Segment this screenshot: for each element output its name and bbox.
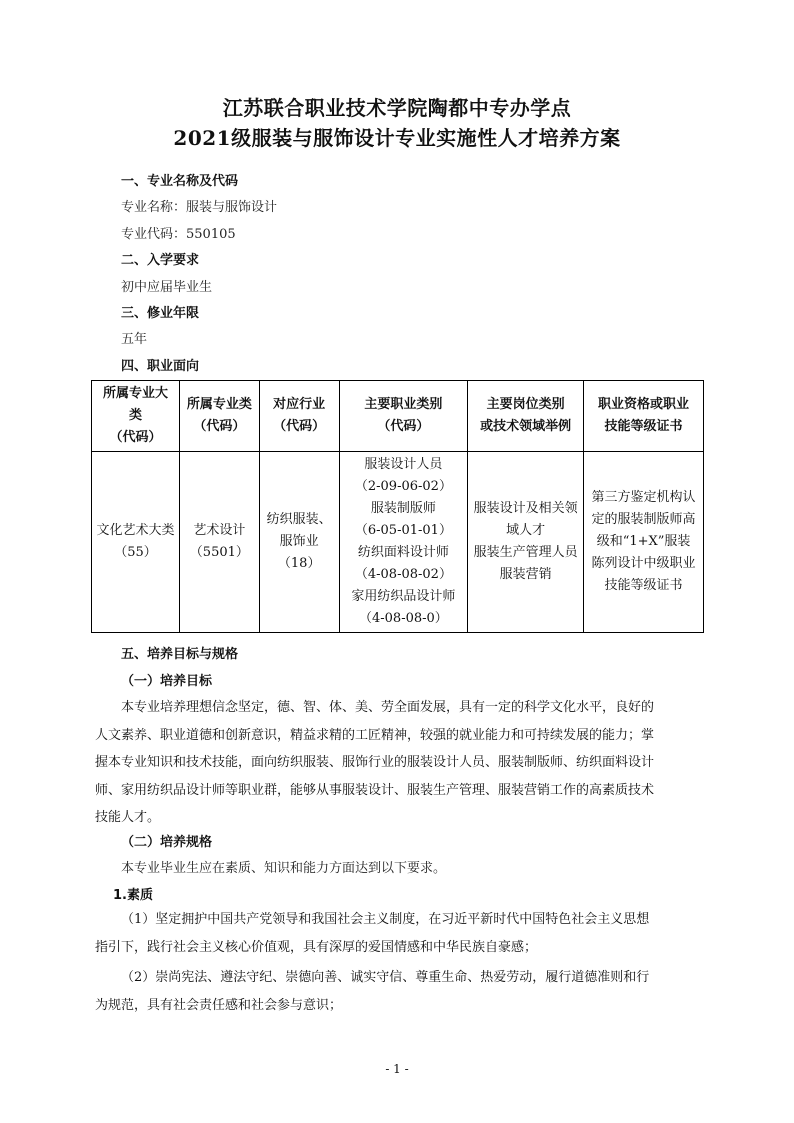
major-name: 专业名称：服装与服饰设计 — [121, 200, 278, 215]
cell-line: 服装营销 — [499, 567, 552, 582]
header-major-category — [92, 381, 180, 452]
section5-heading: 五、培养目标与规格 — [121, 647, 239, 662]
admission-requirement: 初中应届毕业生 — [121, 280, 213, 295]
paragraph-line-text: 本专业培养理想信念坚定，德、智、体、美、劳全面发展，具有一定的科学文化水平，良好的 — [121, 700, 655, 715]
cell-line: 纺织服装、 — [266, 512, 332, 527]
header-occupation — [339, 381, 468, 452]
paragraph-line-text: （1）坚定拥护中国共产党领导和我国社会主义制度，在习近平新时代中国特色社会主义思想 — [121, 912, 650, 927]
paragraph-line: 握本专业知识和技术技能，面向纺织服装、服饰行业的服装设计人员、服装制版师、纺织面料设计 — [95, 755, 655, 770]
training-goal-heading: （一）培养目标 — [121, 674, 213, 689]
study-duration: 五年 — [121, 332, 148, 347]
cell-line: （6-05-01-01） — [354, 523, 452, 538]
cell-line: 域人才 — [506, 523, 546, 538]
paragraph-line: 人文素养、职业道德和创新意识，精益求精的工匠精神，较强的就业能力和可持续发展的能力；掌 — [95, 727, 655, 743]
section4-heading: 四、职业面向 — [121, 359, 200, 374]
cell-line: 服饰业 — [279, 534, 319, 549]
header-certificates — [584, 381, 704, 452]
header-line: 主要岗位类别 — [486, 397, 565, 412]
header-line: 对应行业 — [273, 397, 326, 412]
cell-line: 技能等级证书 — [604, 578, 683, 593]
quality-item-1 — [95, 906, 703, 961]
quality-heading: 1.素质 — [113, 888, 153, 903]
training-goal-paragraph — [95, 694, 703, 832]
training-spec-heading: （二）培养规格 — [121, 835, 213, 850]
header-positions — [468, 381, 584, 452]
quality-item-2 — [95, 964, 703, 1019]
cell-line: （4-08-08-02） — [354, 567, 452, 582]
cell-line: （5501） — [189, 545, 249, 560]
cell-line: 级和“1+X”服装 — [596, 534, 691, 549]
cell-positions — [468, 452, 584, 633]
document-title-line2: 2021级服装与服饰设计专业实施性人才培养方案 — [173, 126, 621, 150]
cell-line: （4-08-08-0） — [359, 611, 448, 626]
cell-occupation — [339, 452, 468, 633]
document-title-line1: 江苏联合职业技术学院陶都中专办学点 — [222, 96, 572, 120]
cell-line: （2-09-06-02） — [354, 479, 452, 494]
cell-line: （18） — [277, 556, 321, 571]
paragraph-line: 师、家用纺织品设计师等职业群，能够从事服装设计、服装生产管理、服装营销工作的高素质技术 — [95, 782, 655, 798]
major-code: 专业代码：550105 — [121, 227, 236, 242]
header-line: （代码） — [109, 430, 162, 445]
cell-line: 第三方鉴定机构认 — [591, 490, 696, 505]
paragraph-line: 为规范，具有社会责任感和社会参与意识； — [95, 997, 343, 1013]
header-line: 所属专业类 — [186, 397, 252, 412]
table-row — [92, 452, 704, 633]
training-spec-intro: 本专业毕业生应在素质、知识和能力方面达到以下要求。 — [121, 861, 447, 876]
paragraph-line: 技能人才。 — [95, 810, 161, 825]
cell-line: 陈列设计中级职业 — [591, 556, 696, 571]
paragraph-line-text: （2）崇尚宪法、遵法守纪、崇德向善、诚实守信、尊重生命、热爱劳动，履行道德准则和行 — [121, 970, 650, 985]
header-line: （代码） — [273, 419, 326, 434]
cell-line: 服装生产管理人员 — [473, 545, 578, 560]
paragraph-line — [95, 964, 703, 992]
cell-major-class — [179, 452, 259, 633]
cell-line: 纺织面料设计师 — [357, 545, 449, 560]
table-header-row — [92, 381, 704, 452]
section1-heading: 一、专业名称及代码 — [121, 174, 239, 189]
cell-line: 定的服装制版师高 — [591, 512, 696, 527]
cell-line: 家用纺织品设计师 — [351, 589, 456, 604]
cell-major-category — [92, 452, 180, 633]
header-line: （代码） — [193, 419, 246, 434]
paragraph-line — [95, 694, 703, 722]
cell-line: 文化艺术大类 — [96, 523, 175, 538]
header-line: 类 — [128, 408, 142, 423]
section2-heading: 二、入学要求 — [121, 253, 200, 268]
header-major-class — [179, 381, 259, 452]
header-line: （代码） — [377, 419, 430, 434]
paragraph-line — [95, 906, 703, 934]
page-number: - 1 - — [385, 1062, 409, 1076]
header-industry — [259, 381, 339, 452]
cell-industry — [259, 452, 339, 633]
career-orientation-table — [91, 380, 704, 633]
cell-line: （55） — [114, 545, 157, 560]
header-line: 职业资格或职业 — [598, 397, 690, 412]
header-line: 所属专业大 — [102, 386, 168, 401]
section3-heading: 三、修业年限 — [121, 306, 200, 321]
cell-certificates — [584, 452, 704, 633]
paragraph-line: 指引下，践行社会主义核心价值观，具有深厚的爱国情感和中华民族自豪感； — [95, 939, 538, 955]
cell-line: 艺术设计 — [193, 523, 246, 538]
cell-line: 服装设计及相关领 — [473, 501, 578, 516]
header-line: 主要职业类别 — [364, 397, 443, 412]
cell-line: 服装设计人员 — [364, 457, 443, 472]
cell-line: 服装制版师 — [370, 501, 436, 516]
header-line: 技能等级证书 — [604, 419, 683, 434]
header-line: 或技术领域举例 — [480, 419, 572, 434]
